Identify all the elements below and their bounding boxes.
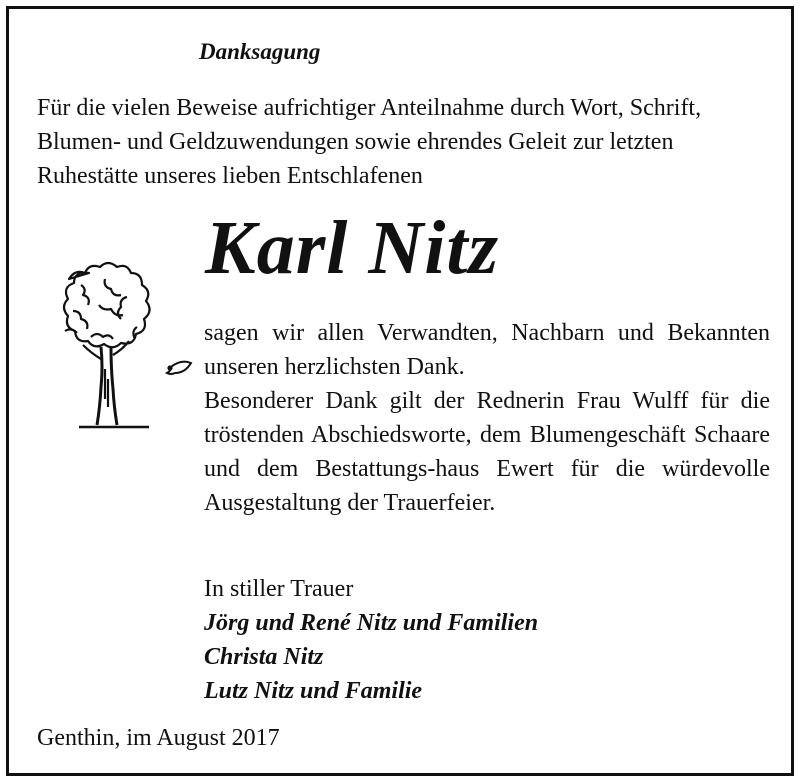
bird-icon — [167, 362, 191, 374]
tree-icon — [29, 249, 204, 439]
deceased-name: Karl Nitz — [205, 206, 500, 290]
thanks-paragraph: sagen wir allen Verwandten, Nachbarn und Bekannten unseren herzlichsten Dank. — [204, 320, 770, 380]
place-date: Genthin, im August 2017 — [37, 725, 280, 751]
special-thanks-paragraph: Besonderer Dank gilt der Rednerin Frau Wulff für die tröstenden Abschiedsworte, dem Blumengeschäft Schaare und dem Bestattungs-haus Ewert für die würdevolle Ausgestaltung der Trauerfeier. — [204, 388, 770, 516]
closing-intro: In stiller Trauer — [204, 576, 354, 602]
closing-block — [204, 572, 538, 708]
heading: Danksagung — [199, 39, 321, 64]
body-text — [204, 316, 770, 520]
obituary-notice — [6, 6, 794, 776]
mourner-line: Lutz Nitz und Familie — [204, 678, 423, 704]
mourner-line: Christa Nitz — [204, 644, 324, 670]
mourner-line: Jörg und René Nitz und Familien — [204, 610, 539, 636]
intro-text: Für die vielen Beweise aufrichtiger Anteilnahme durch Wort, Schrift, Blumen- und Geldzuwendungen sowie ehrendes Geleit zur letzten Ruhestätte unseres lieben Entschlafenen — [37, 95, 702, 189]
